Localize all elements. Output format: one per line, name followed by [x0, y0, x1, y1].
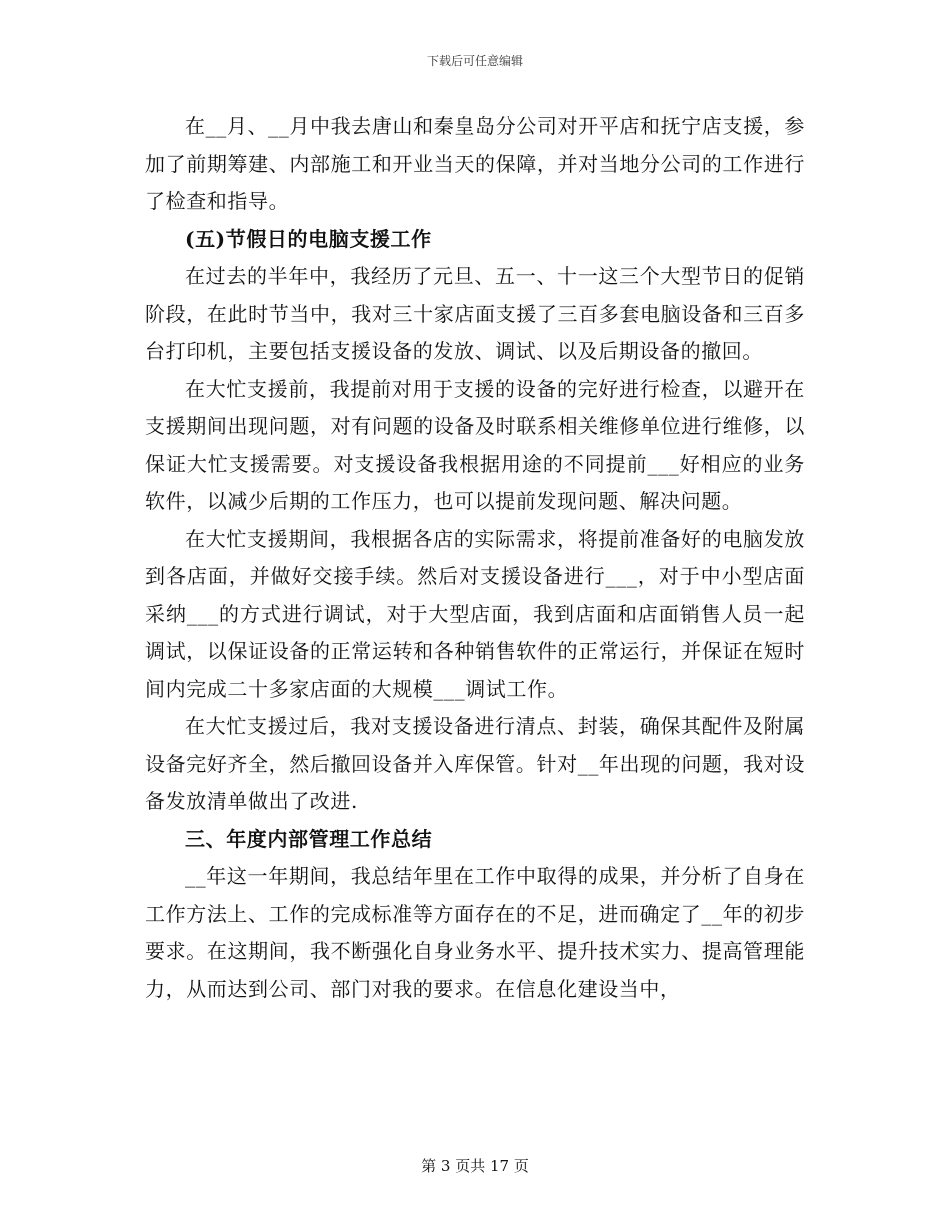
page-number: 第 3 页共 17 页 [421, 1157, 529, 1175]
paragraph-holiday-overview: 在过去的半年中，我经历了元旦、五一、十一这三个大型节日的促销阶段，在此时节当中，我对三十家店面支援了三百多套电脑设备和三百多台打印机，主要包括支援设备的发放、调试、以及后期设备的撤回。 [145, 264, 805, 363]
page-header: 下载后可任意编辑 [426, 54, 523, 68]
paragraph-after-peak: 在大忙支援过后，我对支援设备进行清点、封装，确保其配件及附属设备完好齐全，然后撤回设备并入库保管。针对__年出现的问题，我对设备发放清单做出了改进. [145, 714, 805, 813]
paragraph-before-peak: 在大忙支援前，我提前对用于支援的设备的完好进行检查，以避开在支援期间出现问题，对有问题的设备及时联系相关维修单位进行维修，以保证大忙支援需要。对支援设备我根据用途的不同提前___好相应的业务软件，以减少后期的工作压力，也可以提前发现问题、解决问题。 [145, 376, 805, 513]
section-heading-holiday-support: (五)节假日的电脑支援工作 [185, 226, 432, 251]
paragraph-annual-summary: __年这一年期间，我总结年里在工作中取得的成果，并分析了自身在工作方法上、工作的完成标准等方面存在的不足，进而确定了__年的初步要求。在这期间，我不断强化自身业务水平、提升技术实力、提高管理能力，从而达到公司、部门对我的要求。在信息化建设当中， [145, 864, 805, 1001]
section-heading-internal-management: 三、年度内部管理工作总结 [185, 826, 433, 851]
document-body [145, 108, 805, 1008]
paragraph-support-branches: 在__月、__月中我去唐山和秦皇岛分公司对开平店和抚宁店支援，参加了前期筹建、内部施工和开业当天的保障，并对当地分公司的工作进行了检查和指导。 [145, 114, 805, 213]
paragraph-during-peak: 在大忙支援期间，我根据各店的实际需求，将提前准备好的电脑发放到各店面，并做好交接手续。然后对支援设备进行___，对于中小型店面采纳___的方式进行调试，对于大型店面，我到店面和店面销售人员一起调试，以保证设备的正常运转和各种销售软件的正常运行，并保证在短时间内完成二十多家店面的大规模___调试工作。 [145, 526, 805, 701]
